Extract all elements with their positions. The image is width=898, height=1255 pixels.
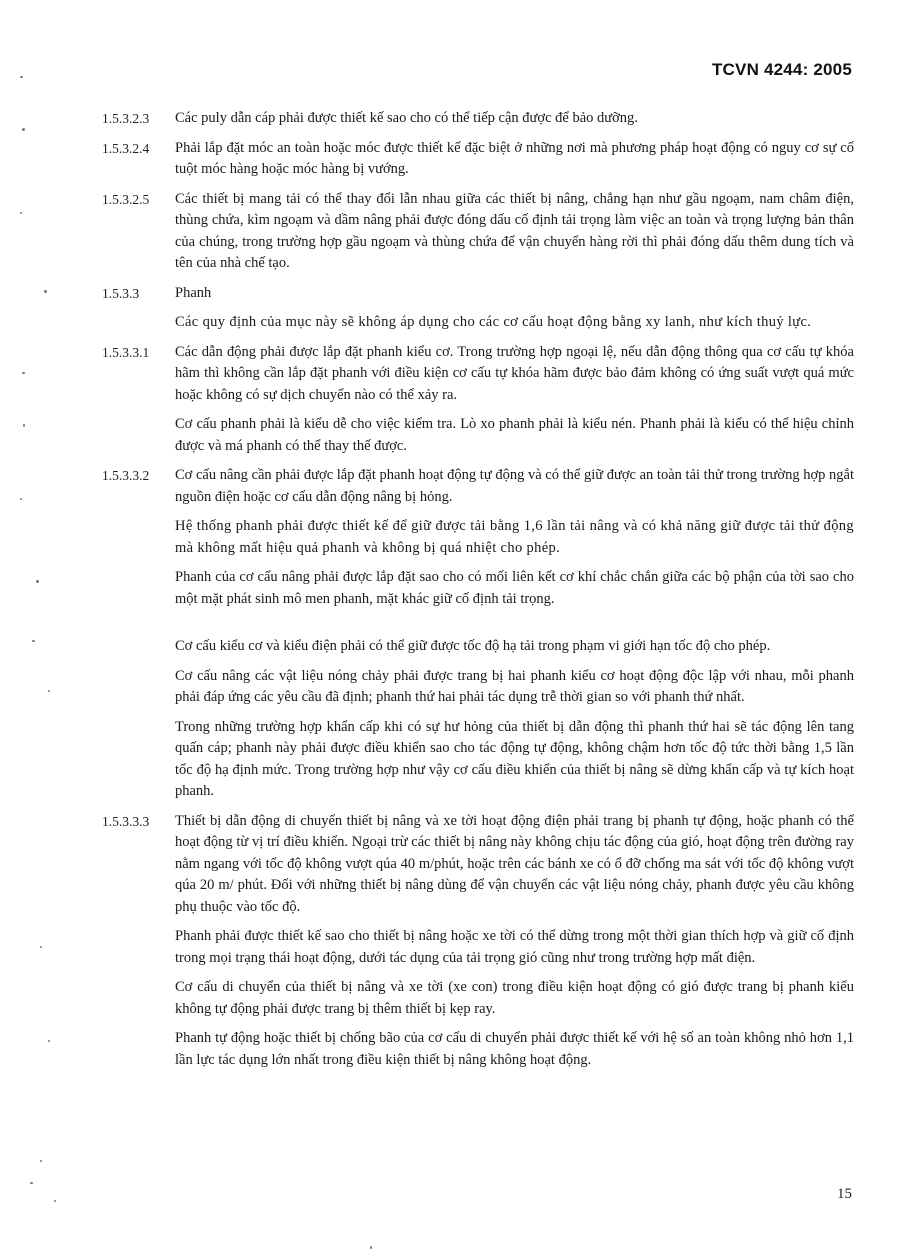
scan-speck [20, 76, 23, 78]
scan-speck [22, 128, 25, 131]
page-number: 15 [837, 1186, 852, 1202]
scan-speck [40, 946, 42, 948]
clause-paragraph: Trong những trường hợp khẩn cấp khi có sự hư hỏng của thiết bị dẫn động thì phanh thứ hai sẽ tác động lên tang quấn cáp; phanh này phải được điều khiển sao cho tác động tự động, không chậm hơn tốc độ tức thời bằng 1,5 lần tốc độ hạ định mức. Trong trường hợp như vậy cơ cấu điều khiển của thiết bị nâng sẽ dừng khẩn cấp và tự kích hoạt phanh. [175, 718, 854, 799]
clause-number: 1.5.3.3.2 [102, 468, 150, 483]
clause-1-5-3-3 [0, 283, 898, 334]
clause-paragraph: Các quy định của mục này sẽ không áp dụng cho các cơ cấu hoạt động bằng xy lanh, như kích thuỷ lực. [175, 314, 812, 330]
clause-paragraph: Các puly dẫn cáp phải được thiết kế sao cho có thể tiếp cận được để bảo dưỡng. [175, 110, 638, 126]
clause-paragraph: Cơ cấu kiểu cơ và kiểu điện phải có thể giữ được tốc độ hạ tải trong phạm vi giới hạn tốc độ cho phép. [175, 638, 771, 654]
clause-paragraph: Cơ cấu nâng cần phải được lắp đặt phanh hoạt động tự động và có thể giữ được an toàn tải thử trong trường hợp ngắt nguồn điện hoặc cơ cấu dẫn động nâng bị hỏng. [175, 467, 854, 505]
clause-paragraph: Thiết bị dẫn động di chuyển thiết bị nâng và xe tời hoạt động điện phải trang bị phanh tự động, hoặc phanh có thể hoạt động từ vị trí điều khiển. Ngoại trừ các thiết bị nâng này không chịu tác động của gió, hoạt động trên đường ray nằm ngang với tốc độ không vượt qúa 40 m/phút, hoặc trên các bánh xe có ổ đỡ chống ma sát với tốc độ không vượt qúa 20 m/ phút. Đối với những thiết bị nâng dùng để vận chuyển các vật liệu nóng chảy, phanh được yêu cầu không phụ thuộc vào tốc độ. [175, 812, 854, 915]
document-body [0, 108, 898, 1079]
scan-speck [20, 498, 22, 500]
clause-1-5-3-2-3 [0, 108, 898, 130]
clause-number: 1.5.3.2.3 [102, 111, 150, 126]
section-heading: Phanh [175, 284, 212, 301]
scan-speck [44, 290, 47, 293]
clause-paragraph: Phanh của cơ cấu nâng phải được lắp đặt sao cho có mối liên kết cơ khí chắc chắn giữa các bộ phận của tời sao cho một mặt phát sinh mô men phanh, mặt khác giữ cố định tải trọng. [175, 569, 854, 607]
scan-speck [30, 1182, 33, 1184]
scan-speck [23, 424, 25, 427]
clause-paragraph: Cơ cấu di chuyển của thiết bị nâng và xe tời (xe con) trong điều kiện hoạt động có gió được trang bị phanh kiểu không tự động phải được trang bị thêm thiết bị kẹp ray. [175, 979, 854, 1017]
clause-1-5-3-3-1 [0, 342, 898, 458]
clause-number: 1.5.3.3.1 [102, 344, 150, 360]
clause-1-5-3-2-4 [0, 138, 898, 181]
clause-number: 1.5.3.3.3 [102, 813, 150, 829]
clause-paragraph: Các thiết bị mang tải có thể thay đổi lẫn nhau giữa các thiết bị nâng, chẳng hạn như gầu ngoạm, nam châm điện, thùng chứa, kìm ngoạm và dầm nâng phải được đóng dấu cố định tải trọng làm việc an toàn và trọng lượng bản thân của chúng, trong trường hợp gầu ngoạm và thùng chứa để vận chuyển hàng rời thì phải đóng dấu thêm dung tích và tên của nhà chế tạo. [175, 190, 854, 271]
clause-number: 1.5.3.3 [102, 285, 140, 301]
scan-speck [54, 1200, 56, 1202]
scan-speck [48, 690, 50, 692]
clause-1-5-3-3-2 [0, 465, 898, 803]
clause-paragraph: Các dẫn động phải được lắp đặt phanh kiểu cơ. Trong trường hợp ngoại lệ, nếu dẫn động thông qua cơ cấu tự khóa hãm thì không cần lắp đặt phanh với điều kiện cơ cấu tự khóa hãm được bảo đảm không có ứng suất vượt quá mức hoặc không có sự dịch chuyển nào có thể xảy ra. [175, 343, 854, 403]
clause-number: 1.5.3.2.4 [102, 140, 150, 156]
scan-speck [20, 212, 22, 214]
clause-paragraph: Cơ cấu phanh phải là kiểu dễ cho việc kiểm tra. Lò xo phanh phải là kiểu nén. Phanh phải là kiểu có thể hiệu chỉnh được và má phanh có thể thay thế được. [175, 416, 854, 454]
scan-speck [32, 640, 35, 642]
scan-speck [48, 1040, 50, 1042]
clause-paragraph: Hệ thống phanh phải được thiết kế để giữ được tải bằng 1,6 lần tải nâng và có khả năng giữ được tải thử động mà không mất hiệu quả phanh và không bị quá nhiệt cho phép. [175, 518, 854, 556]
scan-speck [36, 580, 39, 583]
clause-1-5-3-3-3 [0, 811, 898, 1072]
clause-paragraph: Cơ cấu nâng các vật liệu nóng chảy phải được trang bị hai phanh kiểu cơ hoạt động độc lập với nhau, mỗi phanh phải đáp ứng các yêu cầu đã định; phanh thứ hai phải tác dụng trễ thời gian so với phanh thứ nhất. [175, 667, 854, 705]
clause-paragraph: Phanh tự động hoặc thiết bị chống bão của cơ cấu di chuyển phải được thiết kế với hệ số an toàn không nhỏ hơn 1,1 lần lực tác dụng lớn nhất trong điều kiện thiết bị nâng không hoạt động. [175, 1030, 854, 1068]
clause-number: 1.5.3.2.5 [102, 191, 150, 207]
clause-1-5-3-2-5 [0, 189, 898, 275]
standard-code: TCVN 4244: 2005 [711, 60, 852, 79]
scan-speck [40, 1160, 42, 1162]
scan-speck [370, 1246, 372, 1249]
clause-paragraph: Phải lắp đặt móc an toàn hoặc móc được thiết kế đặc biệt ở những nơi mà phương pháp hoạt động có nguy cơ sự cố tuột móc hàng hoặc móc hàng bị vướng. [175, 139, 854, 177]
clause-paragraph: Phanh phải được thiết kế sao cho thiết bị nâng hoặc xe tời có thể dừng trong một thời gian thích hợp và giữ cố định trong mọi trạng thái hoạt động, dưới tác dụng của tải trọng gió cũng như trong trường hợp mất điện. [175, 928, 854, 966]
scan-speck [22, 372, 25, 374]
